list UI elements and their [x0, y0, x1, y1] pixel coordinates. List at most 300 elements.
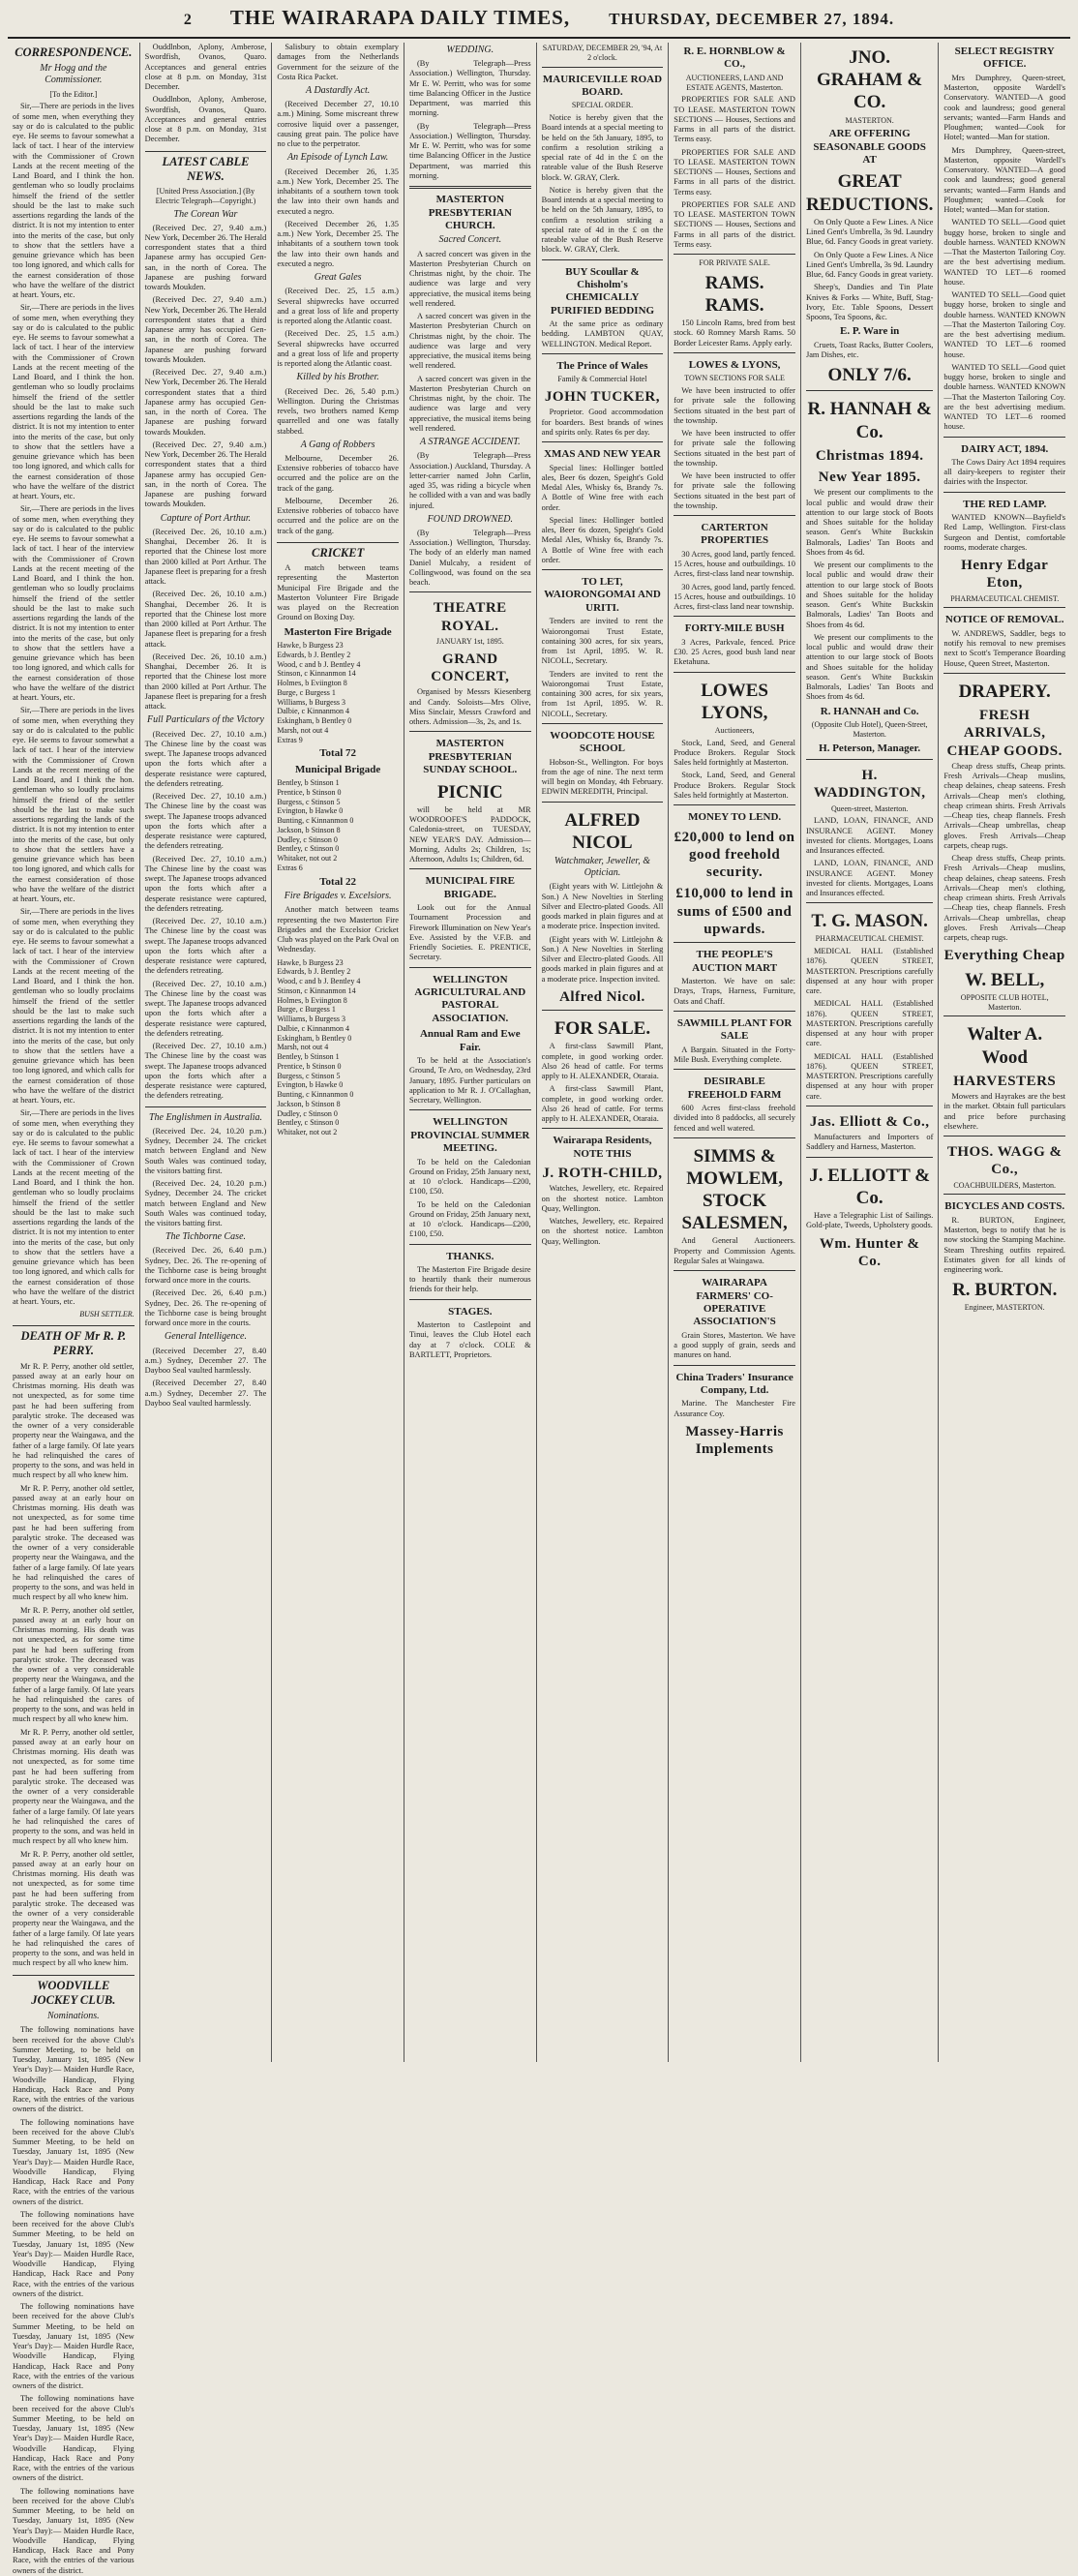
carterton-ad	[674, 515, 795, 612]
score-row: Bunting, c Kinnanmon 0	[277, 1090, 354, 1099]
hotel-ad	[542, 353, 664, 438]
road-board-body: Notice is hereby given that the Board intends at a special meeting to be held on the 5th January, 1895, to confirm a resolution striking a special rate of 4d in the £ on the rateable value of the Bush Reserve block. W. GRAY, Clerk.	[541, 185, 664, 255]
firm-sub: AUCTIONEERS, LAND AND ESTATE AGENTS, Masterton.	[685, 73, 784, 92]
wagg-ad	[943, 1136, 1065, 1190]
lowes-title: LOWES & LYONS,	[688, 358, 781, 371]
bedding-ad	[542, 259, 664, 349]
englishmen-body: (Received Dec. 24, 10.20 p.m.) Sydney, December 24. The cricket match between England and New South Wales was continued today, the visitors batting first.	[144, 1179, 267, 1227]
registry-body: Mrs Dumphrey, Queen-street, Masterton, opposite Wardell's Conservatory. WANTED—A good cook and laundress; good general servants; wanted—Farm Hands and Ploughmen; wanted—Cook for Hotel; wanted—Man for station.	[943, 145, 1066, 215]
firm-body: PROPERTIES FOR SALE AND TO LEASE. MASTERTON TOWN SECTIONS — Houses, Sections and Farms in all parts of the district. Terms easy.	[674, 95, 795, 144]
theatre-date: JANUARY 1st, 1895.	[435, 637, 504, 647]
lynch-law-title: An Episode of Lynch Law.	[287, 152, 389, 164]
score-row: Dalbie, c Kinnanmon 4	[277, 707, 349, 716]
hannah-body: We present our compliments to the local public and would draw their attention to our large stock of Boots and Shoes suitable for the holiday season. Gent's White Buckskin Balmorals, Ladies' Tan Boots and Shoes from 4s 6d.	[805, 488, 934, 557]
fire-brigade-ad	[409, 868, 531, 962]
obituary-body: Mr R. P. Perry, another old settler, passed away at an early hour on Christmas morning. His death was not unexpected, as for some time past he had been suffering from paralytic stroke. The deceased was the owner of a very considerable property near the Waingawa, and the father of a large family. Of late years he had relinquished the cares of property to the sons, and was held in much respect by all who knew him.	[13, 1483, 135, 1602]
fire-brigade-title: MUNICIPAL FIRE BRIGADE.	[425, 875, 515, 900]
registry-title: SELECT REGISTRY OFFICE.	[954, 45, 1055, 71]
accident-title: A STRANGE ACCIDENT.	[419, 437, 521, 448]
hotel-proprietor: JOHN TUCKER,	[544, 389, 660, 406]
insurance-ad	[674, 1365, 795, 1459]
jockey-club-body: The following nominations have been received for the above Club's Summer Meeting, to be held on Tuesday, January 1st, 1895 (New Year's Day):— Maiden Hurdle Race, Woodville Handicap, Flying Handicap, Hack Race and Pony Race, with the entries of the various owners of the district.	[13, 2117, 135, 2206]
auction-mart-title: THE PEOPLE'S AUCTION MART	[692, 949, 778, 974]
cricket-team-1: Masterton Fire Brigade	[284, 625, 392, 638]
hannah-new-year: New Year 1895.	[818, 470, 921, 486]
church-body: A sacred concert was given in the Masterton Presbyterian Church on Christmas night, by the choir. The audience was large and very appreciative, the musical items being well rendered.	[408, 249, 531, 308]
page-number: 2	[183, 12, 192, 28]
score-row: Jackson, b Stinson 8	[277, 1099, 341, 1108]
mason-title: T. G. MASON.	[811, 911, 928, 932]
mason-body: MEDICAL HALL (Established 1876). QUEEN STREET, MASTERTON. Prescriptions carefully dispensed at any hour with proper care.	[805, 1051, 934, 1101]
cricket-total-2: Total 22	[319, 875, 357, 888]
fresh-arrivals-body: Cheap dress stuffs, Cheap prints. Fresh Arrivals—Cheap muslins, cheap delaines, cheap sateens. Fresh Arrivals—Cheap men's clothing, cheap crimean shirts. Fresh Arrivals—Cheap ties, cheap flannels. Fresh Arrivals—Cheap umbrellas, cheap gloves. Fresh Arrivals—Cheap carpets, cheap rugs.	[943, 761, 1066, 850]
hannah-body: We present our compliments to the local public and would draw their attention to our large stock of Boots and Shoes suitable for the holiday season. Gent's White Buckskin Balmorals, Ladies' Tan Boots and Shoes from 4s 6d.	[805, 632, 934, 702]
red-lamp-ad	[943, 492, 1065, 604]
thanks-body: The Masterton Fire Brigade desire to heartily thank their numerous friends for their help.	[408, 1264, 531, 1294]
cable-news-sub: [United Press Association.] (By Electric Telegraph—Copyright.)	[155, 187, 256, 205]
watchmaker-sign: Alfred Nicol.	[559, 988, 645, 1005]
elliott-title: Jas. Elliott & Co.,	[809, 1113, 930, 1130]
school-body: Hobson-St., Wellington. For boys from the age of nine. The next term will begin on Monday, 4th February. EDWIN MEREDITH, Principal.	[541, 757, 664, 797]
article-body: Sir,—There are periods in the lives of some men, when everything they say or do is calculated to the public eye. He seems to favour somewhat a lack of tact. I hear of the interview with the Commissioner of Crown Lands at the recent meeting of the Land Board, and I think the hon. gentleman who so loudly proclaims himself the friend of the settler should be the last to make such assertions regarding the lands of the district. It is not my intention to enter into the merits of the case, but only to show that the settlers have a genuine grievance which has been too long ignored, and which calls for the earnest consideration of those who have the welfare of the district at heart. Yours, etc.	[13, 1108, 135, 1307]
score-row: Hawke, b Burgess 23	[277, 957, 344, 967]
score-row: Burge, c Burgess 1	[277, 1005, 336, 1015]
robbers-body: Melbourne, December 26. Extensive robberies of tobacco have occurred and the police are on the track of the gang.	[277, 496, 399, 535]
carterton-title: CARTERTON PROPERTIES	[701, 522, 769, 547]
score-row: Prentice, b Stinson 0	[277, 1061, 342, 1071]
lead-text: Ouddlnbon, Aplony, Amberose, Swordfish, Ovanos, Quaro. Acceptances and general entries close at 8 p.m. on Monday, 31st December.	[144, 43, 267, 91]
score-row: Extras 6	[277, 863, 303, 872]
freehold-body: 600 Acres first-class freehold divided into 8 paddocks, all securely fenced and well watered.	[674, 1104, 795, 1133]
fire-brigade-body: Look out for the Annual Tournament Procession and Firework Illumination on New Year's Eve. Assisted by the V.F.B. and Friendly Societies. E. PRENTICE, Secretary.	[408, 903, 531, 962]
cutlery-body: Sheep's, Dandies and Tin Plate Knives & Forks — White, Buff, Stag-Ivory, Etc. Table Spoons, Dessert Spoons, Tea Spoons, &c.	[805, 283, 934, 322]
carterton-body: 30 Acres, good land, partly fenced. 15 Acres, house and outbuildings. 10 Acres, first-class land near township.	[674, 582, 795, 612]
score-row: Burgess, c Stinson 5	[277, 1071, 341, 1080]
tichborne-body: (Received Dec. 26, 6.40 p.m.) Sydney, Dec. 26. The re-opening of the Tichborne case is being brought forward once more in the courts.	[144, 1288, 267, 1328]
jockey-club-body: The following nominations have been received for the above Club's Summer Meeting, to be held on Tuesday, January 1st, 1895 (New Year's Day):— Maiden Hurdle Race, Woodville Handicap, Flying Handicap, Hack Race and Pony Race, with the entries of the various owners of the district.	[13, 2025, 135, 2114]
picnic-body: will be held at MR WOODROOFE'S PADDOCK, Caledonia-street, on TUESDAY, NEW YEAR'S DAY. Admission—Morning, Adults 2s; Children, 1s; Afternoon, Adults 1s; Children, 6d.	[408, 804, 531, 864]
rams-title: FOR PRIVATE SALE.	[699, 258, 770, 268]
graham-sub: MASTERTON.	[845, 115, 894, 125]
article-body: Sir,—There are periods in the lives of some men, when everything they say or do is calculated to the public eye. He seems to favour somewhat a lack of tact. I hear of the interview with the Commissioner of Crown Lands at the recent meeting of the Land Board, and I think the hon. gentleman who so loudly proclaims himself the friend of the settler should be the last to make such assertions regarding the lands of the district. It is not my intention to enter into the merits of the case, but only to show that the settlers have a genuine grievance which has been too long ignored, and which calls for the earnest consideration of those who have the welfare of the district at heart. Yours, etc.	[13, 706, 135, 904]
residents-name: J. ROTH-CHILD,	[542, 1166, 663, 1182]
lead-text: Salisbury to obtain exemplary damages from the Netherlands Government for the seizure of the Costa Rica Packet.	[277, 43, 399, 81]
score-row: Wood, c and b J. Bentley 4	[277, 659, 361, 669]
war-body: (Received Dec. 27, 9.40 a.m.) New York, December 26. The Herald correspondent states that a third Japanese army has occupied Gen-san, in the north of Corea. The Japanese are pushing forward towards Moukden.	[144, 295, 267, 364]
road-board-ad	[542, 67, 664, 256]
wedding-title: WEDDING.	[446, 45, 494, 55]
score-row: Hawke, b Burgess 23	[277, 641, 344, 651]
dastardly-title: A Dastardly Act.	[306, 85, 371, 96]
hotel-body: Proprietor. Good accommodation for boarders. Best brands of wines and spirits only. Rates 6s per day.	[541, 408, 664, 437]
wagg-title: THOS. WAGG & Co.,	[946, 1144, 1063, 1178]
xmas-body: Special lines: Hollinger bottled ales, Beer 6s dozen, Speight's Gold Medal Ales, Whisky 6s, Brandy 7s. A Bottle of Wine free with each order.	[541, 463, 664, 512]
ware-title: E. P. Ware in	[840, 325, 900, 338]
victory-body: (Received Dec. 27, 10.10 a.m.) The Chinese line by the coast was swept. The Japanese troops advanced upon the forts which after a desperate resistance were captured, the defenders retreating.	[144, 854, 267, 913]
column-7	[801, 43, 939, 2062]
auction-mart-body: Masterton. We have on sale: Drays, Traps, Harness, Furniture, Oats and Chaff.	[674, 977, 795, 1006]
jockey-club-title: WOODVILLE JOCKEY CLUB.	[13, 1975, 135, 2009]
simms-ad	[674, 1137, 795, 1266]
dairy-body: The Cows Dairy Act 1894 requires all dairy-keepers to register their dairies with the Inspector.	[943, 457, 1066, 487]
port-arthur-body: (Received Dec. 26, 10.10 a.m.) Shanghai, December 26. It is reported that the Chinese lost more than 2000 killed at Port Arthur. The Japanese fleet is preparing for a fresh attack.	[144, 527, 267, 587]
sawmill-sale-body: A first-class Sawmill Plant, complete, in good working order. Also 26 head of cattle. For terms apply to H. ALEXANDER, Otaraia.	[541, 1042, 664, 1081]
tichborne-title: The Tichborne Case.	[165, 1231, 247, 1243]
rams-body: 150 Lincoln Rams, bred from best stock. 60 Romney Marsh Rams. 50 Border Leicester Rams. Apply early.	[674, 318, 795, 348]
lowes-body: We have been instructed to offer for private sale the following Sections situated in the best part of the township.	[674, 471, 795, 510]
fire-brigades-title: Fire Brigades v. Excelsiors.	[284, 891, 392, 902]
score-row: Bentley, c Stinson 0	[277, 844, 340, 854]
general-intelligence-body: (Received December 27, 8.40 a.m.) Sydney, December 27. The Dayboo Seal vaulted harmlessly.	[144, 1379, 267, 1408]
bicycles-ad	[943, 1194, 1065, 1313]
freehold-title: DESIRABLE FREEHOLD FARM	[687, 1076, 782, 1101]
money-title: MONEY TO LEND.	[688, 811, 782, 824]
drapery-ad	[943, 673, 1065, 1013]
lowes-lyons-ad	[674, 672, 795, 802]
war-title: The Corean War	[173, 208, 238, 220]
agricultural-body: To be held at the Association's Ground, Te Aro, on Wednesday, 23rd January, 1895. Further particulars on application to Mr R. J. O'Callaghan, Secretary, Wellington.	[408, 1056, 531, 1106]
lowes-body: We have been instructed to offer for private sale the following Sections situated in the best part of the township.	[674, 386, 795, 425]
port-arthur-body: (Received Dec. 26, 10.10 a.m.) Shanghai, December 26. It is reported that the Chinese lost more than 2000 killed at Port Arthur. The Japanese fleet is preparing for a fresh attack.	[144, 652, 267, 712]
waddington-ad	[806, 759, 933, 898]
victory-title: Full Particulars of the Victory	[147, 714, 264, 726]
score-row: Wood, c and b J. Bentley 4	[277, 977, 361, 985]
sawmill-plant-body: A Bargain. Situated in the Forty-Mile Bush. Everything complete.	[674, 1045, 795, 1064]
chemist-sub: PHARMACEUTICAL CHEMIST.	[950, 593, 1060, 603]
to-let-ad	[542, 569, 664, 719]
cable-news-heading: LATEST CABLE NEWS.	[145, 151, 267, 185]
score-row: Bentley, c Stinson 0	[277, 1118, 340, 1128]
jockey-club-body: The following nominations have been received for the above Club's Summer Meeting, to be held on Tuesday, January 1st, 1895 (New Year's Day):— Maiden Hurdle Race, Woodville Handicap, Flying Handicap, Hack Race and Pony Race, with the entries of the various owners of the district.	[13, 2302, 135, 2391]
mason-body: MEDICAL HALL (Established 1876). QUEEN STREET, MASTERTON. Prescriptions carefully dispensed at any hour with proper care.	[805, 999, 934, 1048]
summer-meeting-body: To be held on the Caledonian Ground on Friday, 25th January next, at 10 o'clock. Handicaps—£200, £100, £50.	[408, 1157, 531, 1197]
score-row: Holmes, b Eviington 8	[277, 995, 347, 1005]
firm-body: PROPERTIES FOR SALE AND TO LEASE. MASTERTON TOWN SECTIONS — Houses, Sections and Farms in all parts of the district. Terms easy.	[674, 199, 795, 249]
victory-body: (Received Dec. 27, 10.10 a.m.) The Chinese line by the coast was swept. The Japanese troops advanced upon the forts which after a desperate resistance were captured, the defenders retreating.	[144, 917, 267, 976]
column-1	[8, 43, 140, 2575]
thanks-ad	[409, 1244, 531, 1295]
victory-body: (Received Dec. 27, 10.10 a.m.) The Chinese line by the coast was swept. The Japanese troops advanced upon the forts which after a desperate resistance were captured, the defenders retreating.	[144, 792, 267, 851]
sawmill-sale-title: FOR SALE.	[554, 1018, 651, 1040]
to-let-body: Tenders are invited to rent the Waiorongomai Trust Estate, containing 300 acres, for six years, from 1st April, 1895. W. R. NICOLL, Secretary.	[541, 669, 664, 718]
cricket-team-2: Municipal Brigade	[294, 763, 381, 775]
hotel-sub: Family & Commercial Hotel	[557, 375, 647, 384]
jockey-club-body: The following nominations have been received for the above Club's Summer Meeting, to be held on Tuesday, January 1st, 1895 (New Year's Day):— Maiden Hurdle Race, Woodville Handicap, Flying Handicap, Hack Race and Pony Race, with the entries of the various owners of the district.	[13, 2209, 135, 2298]
drowned-title: FOUND DROWNED.	[427, 513, 513, 525]
graham-text: ARE OFFERING SEASONABLE GOODS AT	[813, 128, 926, 167]
sawmill-sale-body: A first-class Sawmill Plant, complete, in good working order. Also 26 head of cattle. For terms apply to H. ALEXANDER, Otaraia.	[541, 1084, 664, 1124]
graham-body: On Only Quote a Few Lines. A Nice Lined Gent's Umbrella, 3s 9d. Laundry Blue, 6d. Fancy Goods in great variety.	[805, 250, 934, 280]
church-subtitle: Sacred Concert.	[438, 234, 502, 246]
summer-meeting-title: WELLINGTON PROVINCIAL SUMMER MEETING.	[410, 1116, 530, 1155]
ram-fair-title: Annual Ram and Ewe Fair.	[419, 1028, 521, 1053]
watchmaker-body: (Eight years with W. Littlejohn & Son.) A New Novelties in Sterling Silver and Electro-plated Goods. All goods marked in plain figures and at a moderate price. Inspection invited.	[541, 934, 664, 984]
red-lamp-body: WANTED KNOWN—Bayfield's Red Lamp, Wellington. First-class Surgeon and Dentist, comfortable rooms, moderate charges.	[943, 513, 1066, 552]
money-line-2: £10,000 to lend in sums of £500 and upwards.	[675, 886, 794, 938]
bicycles-title: BICYCLES AND COSTS.	[944, 1200, 1065, 1213]
removal-body: W. ANDREWS, Saddler, begs to notify his removal to new premises next to Scott's Temperance Boarding House, Queen Street, Masterton.	[943, 628, 1066, 668]
elliott-body: Manufacturers and Importers of Saddlery and Harness, Masterton.	[805, 1133, 934, 1152]
newspaper-title: THE WAIRARAPA DAILY TIMES,	[229, 6, 571, 29]
obituary-title: DEATH OF Mr R. P. PERRY.	[13, 1325, 135, 1359]
mason-ad	[806, 902, 933, 1102]
column-5	[537, 43, 670, 2062]
score-row: Marsh, not out 4	[277, 725, 329, 735]
lowes-ad	[674, 352, 795, 511]
chemist-name: Henry Edgar Eton,	[961, 558, 1049, 591]
jockey-club-body: The following nominations have been received for the above Club's Summer Meeting, to be held on Tuesday, January 1st, 1895 (New Year's Day):— Maiden Hurdle Race, Woodville Handicap, Flying Handicap, Hack Race and Pony Race, with the entries of the various owners of the district.	[13, 2486, 135, 2575]
article-body: Sir,—There are periods in the lives of some men, when everything they say or do is calculated to the public eye. He seems to favour somewhat a lack of tact. I hear of the interview with the Commissioner of Crown Lands at the recent meeting of the Land Board, and I think the hon. gentleman who so loudly proclaims himself the friend of the settler should be the last to make such assertions regarding the lands of the district. It is not my intention to enter into the merits of the case, but only to show that the settlers have a genuine grievance which has been too long ignored, and which calls for the earnest consideration of those who have the welfare of the district at heart. Yours, etc.	[13, 303, 135, 501]
obituary-body: Mr R. P. Perry, another old settler, passed away at an early hour on Christmas morning. His death was not unexpected, as for some time past he had been suffering from paralytic stroke. The deceased was the owner of a very considerable property near the Waingawa, and the father of a large family. Of late years he had relinquished the cares of property to the sons, and was held in much respect by all who knew him.	[13, 1605, 135, 1724]
farmers-body: Grain Stores, Masterton. We have a good supply of grain, seeds and manures on hand.	[674, 1330, 795, 1360]
score-row: Bentley, b Stinson 1	[277, 778, 340, 788]
road-board-sub: SPECIAL ORDER.	[571, 101, 634, 110]
harvesters-ad	[943, 1015, 1065, 1132]
dastardly-body: (Received December 27, 10.10 a.m.) Mining. Some miscreant threw corrosive liquid over a passenger, causing great pain. The police have no clue to the perpetrator.	[277, 100, 399, 149]
wagg-sub: COACHBUILDERS, Masterton.	[953, 1180, 1056, 1190]
score-row: Edwards, b J. Bentley 2	[277, 967, 351, 977]
cricket-title: CRICKET	[277, 542, 399, 561]
fresh-arrivals-body: Cheap dress stuffs, Cheap prints. Fresh Arrivals—Cheap muslins, cheap delaines, cheap sateens. Fresh Arrivals—Cheap men's clothing, cheap crimean shirts. Fresh Arrivals—Cheap ties, cheap flannels. Fresh Arrivals—Cheap umbrellas, cheap gloves. Fresh Arrivals—Cheap carpets, cheap rugs.	[943, 854, 1066, 943]
cricket-scores-1	[277, 641, 399, 744]
score-row: Dudley, c Stinson 0	[277, 1108, 338, 1118]
watchmaker-ad	[542, 802, 664, 1007]
accident-body: (By Telegraph—Press Association.) Auckland, Thursday. A letter-carrier named John Carlin, aged 35, was riding a bicycle when he collided with a van and was badly injured.	[408, 451, 531, 510]
bedding-title: BUY Scoullar & Chisholm's CHEMICALLY PURIFIED BEDDING	[550, 265, 655, 317]
fire-brigades-body: Another match between teams representing the two Masterton Fire Brigades and the Excelsior Cricket Club was played on the Park Oval on Wednesday.	[277, 905, 399, 955]
score-row: Holmes, b Eviington 8	[277, 679, 347, 688]
insurance-body: Marine. The Manchester Fire Assurance Coy.	[674, 1399, 795, 1418]
issue-date: THURSDAY, DECEMBER 27, 1894.	[609, 10, 895, 28]
lowes-lyons-title: LOWES LYONS,	[701, 680, 768, 723]
xmas-body: Special lines: Hollinger bottled ales, Beer 6s dozen, Speight's Gold Medal Ales, Whisky 6s, Brandy 7s. A Bottle of Wine free with each order.	[541, 515, 664, 564]
firm-title: R. E. HORNBLOW & CO.,	[683, 45, 786, 71]
article-to: [To the Editor.]	[49, 89, 98, 99]
score-row: Prentice, b Stinson 0	[277, 787, 342, 797]
wanted-body: WANTED TO SELL—Good quiet buggy horse, broken to single and double harness. WANTED KNOWN—That the Masterton Tailoring Coy. are the best advertising medium. WANTED TO LET—6 roomed house.	[943, 218, 1066, 287]
robbers-body: Melbourne, December 26. Extensive robberies of tobacco have occurred and the police are on the track of the gang.	[277, 453, 399, 493]
to-let-title: TO LET, WAIORONGOMAI AND URITI.	[544, 576, 661, 614]
war-body: (Received Dec. 27, 9.40 a.m.) New York, December 26. The Herald correspondent states that a third Japanese army has occupied Gen-san, in the north of Corea. The Japanese are pushing forward towards Moukden.	[144, 368, 267, 437]
church-title: MASTERTON PRESBYTERIAN CHURCH.	[428, 194, 512, 231]
lowes-lyons-body: Stock, Land, Seed, and General Produce Brokers. Regular Stock Sales held fortnightly at Masterton.	[674, 771, 795, 800]
obituary-body: Mr R. P. Perry, another old settler, passed away at an early hour on Christmas morning. His death was not unexpected, as for some time past he had been suffering from paralytic stroke. The deceased was the owner of a very considerable property near the Waingawa, and the father of a large family. Of late years he had relinquished the cares of property to the sons, and was held in much respect by all who knew him.	[13, 1849, 135, 1968]
j-elliott-body: Have a Telegraphic List of Sailings. Gold-plate, Tweeds, Upholstery goods.	[805, 1211, 934, 1230]
sunday-school-ad	[409, 731, 531, 864]
englishmen-body: (Received Dec. 24, 10.20 p.m.) Sydney, December 24. The cricket match between England and New South Wales was continued today, the visitors batting first.	[144, 1126, 267, 1175]
great-gales-body: (Received Dec. 25, 1.5 a.m.) Several shipwrecks have occurred and a great loss of life and property is reported along the Atlantic coast.	[277, 287, 399, 326]
sale-header: SATURDAY, DECEMBER 29, '94, At 2 o'clock.	[542, 44, 663, 62]
waddington-body: LAND, LOAN, FINANCE, AND INSURANCE AGENT. Money invested for clients. Mortgages, Loans and Insurances effected.	[805, 816, 934, 855]
article-signature: BUSH SETTLER.	[79, 1310, 135, 1319]
mason-sub: PHARMACEUTICAL CHEMIST.	[815, 934, 924, 944]
harvesters-body: Mowers and Hayrakes are the best in the market. Obtain full particulars and price before purchasing elsewhere.	[943, 1092, 1066, 1131]
column-8	[939, 43, 1070, 2062]
score-row: Burge, c Burgess 1	[277, 687, 336, 697]
cricket-total-1: Total 72	[319, 747, 357, 760]
general-intelligence-body: (Received December 27, 8.40 a.m.) Sydney, December 27. The Dayboo Seal vaulted harmlessly.	[144, 1346, 267, 1376]
sunday-school-title: MASTERTON PRESBYTERIAN SUNDAY SCHOOL.	[423, 738, 518, 776]
carterton-body: 30 Acres, good land, partly fenced. 15 Acres, house and outbuildings. 10 Acres, first-class land near township.	[674, 549, 795, 579]
hannah-sub: Christmas 1894.	[815, 447, 924, 464]
jockey-club-subtitle: Nominations.	[47, 2011, 100, 2022]
picnic-title: PICNIC	[437, 781, 503, 803]
residents-body: Watches, Jewellery, etc. Repaired on the shortest notice. Lambton Quay, Wellington.	[541, 1184, 664, 1213]
score-row: Bunting, c Kinnanmon 0	[277, 816, 354, 826]
score-row: Stinson, c Kinnanmon 14	[277, 985, 356, 995]
robbers-title: A Gang of Robbers	[300, 439, 375, 450]
lead-text: Ouddlnbon, Aplony, Amberose, Swordfish, Ovanos, Quaro. Acceptances and general entries close at 8 p.m. on Monday, 31st December.	[144, 95, 267, 144]
graham-title: JNO. GRAHAM & CO.	[817, 47, 923, 113]
road-board-body: Notice is hereby given that the Board intends at a special meeting to be held on the 5th January, 1895, to confirm a resolution striking a special rate of 4d in the £ on the rateable value of the Bush Reserve block. W. GRAY, Clerk.	[541, 113, 664, 182]
great-gales-title: Great Gales	[314, 272, 362, 284]
lynch-law-body: (Received December 26, 1.35 a.m.) New York, December 25. The inhabitants of a southern town took the law into their own hands and executed a negro.	[277, 167, 399, 216]
score-row: Evington, b Hawke 0	[277, 806, 344, 816]
church-body: A sacred concert was given in the Masterton Presbyterian Church on Christmas night, by the choir. The audience was large and very appreciative, the musical items being well rendered.	[408, 374, 531, 433]
englishmen-title: The Englishmen in Australia.	[148, 1111, 262, 1123]
elliott-ad	[806, 1106, 933, 1153]
ware-body: Cruets, Toast Racks, Butter Coolers, Jam Dishes, etc.	[805, 340, 934, 359]
agricultural-title: WELLINGTON AGRICULTURAL AND PASTORAL ASSOCIATION.	[414, 973, 526, 1024]
xmas-ad	[542, 441, 664, 565]
waddington-sub: Queen-street, Masterton.	[831, 803, 909, 813]
column-3	[272, 43, 404, 2062]
score-row: Edwards, b J. Bentley 2	[277, 650, 351, 659]
lowes-lyons-sub: Auctioneers,	[714, 725, 755, 735]
wedding-body: (By Telegraph—Press Association.) Wellington, Thursday. Mr E. W. Perritt, who was for some time Balancing Officer in the Justice Department, was married this morning.	[408, 59, 531, 118]
wanted-body: WANTED TO SELL—Good quiet buggy horse, broken to single and double harness. WANTED KNOWN—That the Masterton Tailoring Coy. are the best advertising medium. WANTED TO LET—6 roomed house.	[943, 290, 1066, 359]
stages-ad	[409, 1299, 531, 1360]
hotel-title: The Prince of Wales	[556, 359, 648, 372]
column-2	[140, 43, 273, 2062]
score-row: Stinson, c Kinnanmon 14	[277, 669, 356, 679]
tichborne-body: (Received Dec. 26, 6.40 p.m.) Sydney, Dec. 26. The re-opening of the Tichborne case is being brought forward once more in the courts.	[144, 1246, 267, 1286]
score-row: Eskingham, b Bentley 0	[277, 716, 352, 726]
waddington-body: LAND, LOAN, FINANCE, AND INSURANCE AGENT. Money invested for clients. Mortgages, Loans and Insurances effected.	[805, 859, 934, 897]
score-row: Dudley, c Stinson 0	[277, 834, 338, 844]
summer-meeting-body: To be held on the Caledonian Ground on Friday, 25th January next, at 10 o'clock. Handicaps—£200, £100, £50.	[408, 1199, 531, 1239]
general-intelligence-title: General Intelligence.	[165, 1331, 247, 1343]
column-6	[669, 43, 801, 2062]
dairy-title: DAIRY ACT, 1894.	[961, 442, 1049, 455]
victory-body: (Received Dec. 27, 10.10 a.m.) The Chinese line by the coast was swept. The Japanese troops advanced upon the forts which after a desperate resistance were captured, the defenders retreating.	[144, 729, 267, 788]
lowes-lyons-body: Stock, Land, Seed, and General Produce Brokers. Regular Stock Sales held fortnightly at Masterton.	[674, 738, 795, 768]
hannah-title: R. HANNAH & Co.	[807, 399, 932, 442]
agricultural-ad	[409, 967, 531, 1106]
hannah-sign: R. HANNAH and Co.	[820, 705, 919, 717]
masthead	[8, 6, 1070, 39]
lowes-sub: TOWN SECTIONS FOR SALE	[684, 374, 785, 383]
war-body: (Received Dec. 27, 9.40 a.m.) New York, December 26. The Herald correspondent states that a third Japanese army has occupied Gen-san, in the north of Corea. The Japanese are pushing forward towards Moukden.	[144, 223, 267, 292]
bell-sub: OPPOSITE CLUB HOTEL, Masterton.	[960, 992, 1049, 1012]
sawmill-plant-title: SAWMILL PLANT FOR SALE	[676, 1016, 793, 1043]
graham-body: On Only Quote a Few Lines. A Nice Lined Gent's Umbrella, 3s 9d. Laundry Blue, 6d. Fancy Goods in great variety.	[805, 217, 934, 247]
everything-cheap: Everything Cheap	[943, 948, 1065, 964]
columns	[8, 43, 1070, 2575]
score-row: Eskingham, b Bentley 0	[277, 1033, 352, 1043]
sawmill-sale-ad	[542, 1010, 664, 1124]
obituary-body: Mr R. P. Perry, another old settler, passed away at an early hour on Christmas morning. His death was not unexpected, as for some time past he had been suffering from paralytic stroke. The deceased was the owner of a very considerable property near the Waingawa, and the father of a large family. Of late years he had relinquished the cares of property to the sons, and was held in much respect by all who knew him.	[13, 1361, 135, 1480]
killed-brother-title: Killed by his Brother.	[296, 372, 379, 383]
only-price: ONLY 7/6.	[827, 365, 912, 386]
port-arthur-body: (Received Dec. 26, 10.10 a.m.) Shanghai, December 26. It is reported that the Chinese lost more than 2000 killed at Port Arthur. The Japanese fleet is preparing for a fresh attack.	[144, 590, 267, 649]
sawmill-plant-ad	[674, 1011, 795, 1065]
hannah-ad	[806, 390, 933, 755]
score-row: Extras 9	[277, 735, 303, 744]
score-row: Dalbie, c Kinnanmon 4	[277, 1023, 349, 1033]
xmas-title: XMAS AND NEW YEAR	[544, 448, 661, 461]
section-heading: CORRESPONDENCE.	[15, 45, 133, 59]
residents-ad	[542, 1128, 664, 1247]
farmers-title: WAIRARAPA FARMERS' CO-OPERATIVE ASSOCIATION'S	[693, 1277, 776, 1328]
killed-brother-body: (Received Dec. 26, 5.40 p.m.) Wellington. During the Christmas revels, two brothers named Kemp quarrelled and one was fatally stabbed.	[277, 386, 399, 436]
money-line-1: £20,000 to lend on good freehold security.	[674, 829, 795, 881]
watchmaker-title: ALFRED NICOL	[564, 809, 641, 853]
school-title: WOODCOTE HOUSE SCHOOL	[550, 729, 655, 755]
bicycles-body: R. BURTON, Engineer, Masterton, begs to notify that he is now stocking the Stamping Machine. Steam Threshing outfits repaired. Estimates given for all kinds of engineering work.	[943, 1215, 1066, 1275]
column-4	[404, 43, 537, 2062]
registry-body: Mrs Dumphrey, Queen-street, Masterton, opposite Wardell's Conservatory. WANTED—A good cook and laundress; good general servants; wanted—Farm Hands and Ploughmen; wanted—Cook for Hotel; wanted—Man for station.	[943, 73, 1066, 142]
j-elliott-title: J. ELLIOTT & Co.	[809, 1165, 931, 1208]
dairy-ad	[943, 437, 1065, 488]
drowned-body: (By Telegraph—Press Association.) Wellington, Thursday. The body of an elderly man named Daniel Mulcahy, a resident of Collingwood, was found on the sea beach.	[408, 528, 531, 588]
war-body: (Received Dec. 27, 9.40 a.m.) New York, December 26. The Herald correspondent states that a third Japanese army has occupied Gen-san, in the north of Corea. The Japanese are pushing forward towards Moukden.	[144, 439, 267, 509]
forty-mile-body: 3 Acres, Parkvale, fenced. Price £30. 25 Acres, good bush land near Eketahuna.	[674, 637, 795, 667]
forty-mile-title: FORTY-MILE BUSH	[684, 622, 785, 635]
obituary-body: Mr R. P. Perry, another old settler, passed away at an early hour on Christmas morning. His death was not unexpected, as for some time past he had been suffering from paralytic stroke. The deceased was the owner of a very considerable property near the Waingawa, and the father of a large family. Of late years he had relinquished the cares of property to the sons, and was held in much respect by all who knew him.	[13, 1727, 135, 1846]
thanks-title: THANKS.	[446, 1250, 494, 1262]
score-row: Williams, b Burgess 3	[277, 1015, 345, 1023]
massey-harris-title: Massey-Harris Implements	[685, 1423, 784, 1458]
great-gales-body: (Received Dec. 25, 1.5 a.m.) Several shipwrecks have occurred and a great loss of life and property is reported along the Atlantic coast.	[277, 329, 399, 369]
theatre-ad	[409, 591, 531, 727]
hannah-body: We present our compliments to the local public and would draw their attention to our large stock of Boots and Shoes suitable for the holiday season. Gent's White Buckskin Balmorals, Ladies' Tan Boots and Shoes from 4s 6d.	[805, 561, 934, 629]
forty-mile-ad	[674, 616, 795, 667]
wood-title: Walter A. Wood	[967, 1024, 1043, 1068]
stages-body: Masterton to Castlepoint and Tinui, leaves the Club Hotel each day at 7 o'clock. COLE & BARTLETT, Proprietors.	[408, 1320, 531, 1359]
theatre-title: THEATRE ROYAL.	[433, 600, 507, 634]
jockey-club-body: The following nominations have been received for the above Club's Summer Meeting, to be held on Tuesday, January 1st, 1895 (New Year's Day):— Maiden Hurdle Race, Woodville Handicap, Flying Handicap, Hack Race and Pony Race, with the entries of the various owners of the district.	[13, 2394, 135, 2483]
j-elliott-ad	[806, 1157, 933, 1270]
watchmaker-sub: Watchmaker, Jeweller, & Optician.	[554, 855, 650, 879]
score-row: Burgess, c Stinson 5	[277, 797, 341, 806]
graham-big: GREAT REDUCTIONS.	[805, 171, 934, 215]
fresh-arrivals-title: FRESH ARRIVALS, CHEAP GOODS.	[946, 708, 1063, 759]
removal-ad	[943, 607, 1065, 668]
score-row: Jackson, b Stinson 8	[277, 825, 341, 834]
road-board-title: MAURICEVILLE ROAD BOARD.	[542, 73, 663, 98]
port-arthur-title: Capture of Port Arthur.	[160, 512, 252, 524]
cricket-body: A match between teams representing the Masterton Municipal Fire Brigade and the Masterton Volunteer Fire Brigade was played on the Recreation Ground on Boxing Day.	[277, 563, 399, 622]
article-body: Sir,—There are periods in the lives of some men, when everything they say or do is calculated to the public eye. He seems to favour somewhat a lack of tact. I hear of the interview with the Commissioner of Crown Lands at the recent meeting of the Land Board, and I think the hon. gentleman who so loudly proclaims himself the friend of the settler should be the last to make such assertions regarding the lands of the district. It is not my intention to enter into the merits of the case, but only to show that the settlers have a genuine grievance which has been too long ignored, and which calls for the earnest consideration of those who have the welfare of the district at heart. Yours, etc.	[13, 907, 135, 1106]
lowes-body: We have been instructed to offer for private sale the following Sections situated in the best part of the township.	[674, 429, 795, 468]
red-lamp-title: THE RED LAMP.	[963, 498, 1047, 510]
burton-title: R. BURTON.	[952, 1280, 1058, 1301]
article-body: Sir,—There are periods in the lives of some men, when everything they say or do is calculated to the public eye. He seems to favour somewhat a lack of tact. I hear of the interview with the Commissioner of Crown Lands at the recent meeting of the Land Board, and I think the hon. gentleman who so loudly proclaims himself the friend of the settler should be the last to make such assertions regarding the lands of the district. It is not my intention to enter into the merits of the case, but only to show that the settlers have a genuine grievance which has been too long ignored, and which calls for the earnest consideration of those who have the welfare of the district at heart. Yours, etc.	[13, 102, 135, 300]
auction-mart-ad	[674, 942, 795, 1007]
money-ad	[674, 804, 795, 938]
to-let-body: Tenders are invited to rent the Waiorongomai Trust Estate, containing 300 acres, for six years, from 1st April, 1895. W. R. NICOLL, Secretary.	[541, 617, 664, 666]
hunter-title: Wm. Hunter & Co.	[819, 1235, 920, 1269]
score-row: Marsh, not out 4	[277, 1043, 329, 1052]
lynch-law-body: (Received December 26, 1.35 a.m.) New York, December 25. The inhabitants of a southern town took the law into their own hands and executed a negro.	[277, 219, 399, 268]
rams-big: RAMS. RAMS.	[704, 272, 764, 316]
cricket-scores-2	[277, 778, 399, 873]
simms-title: SIMMS & MOWLEM, STOCK SALESMEN,	[681, 1145, 788, 1234]
wedding-body: (By Telegraph—Press Association.) Wellington, Thursday. Mr E. W. Perritt, who was for some time Balancing Officer in the Justice Department, was married this morning.	[408, 121, 531, 180]
victory-body: (Received Dec. 27, 10.10 a.m.) The Chinese line by the coast was swept. The Japanese troops advanced upon the forts which after a desperate resistance were captured, the defenders retreating.	[144, 979, 267, 1038]
cricket-scores-3	[277, 958, 399, 1053]
